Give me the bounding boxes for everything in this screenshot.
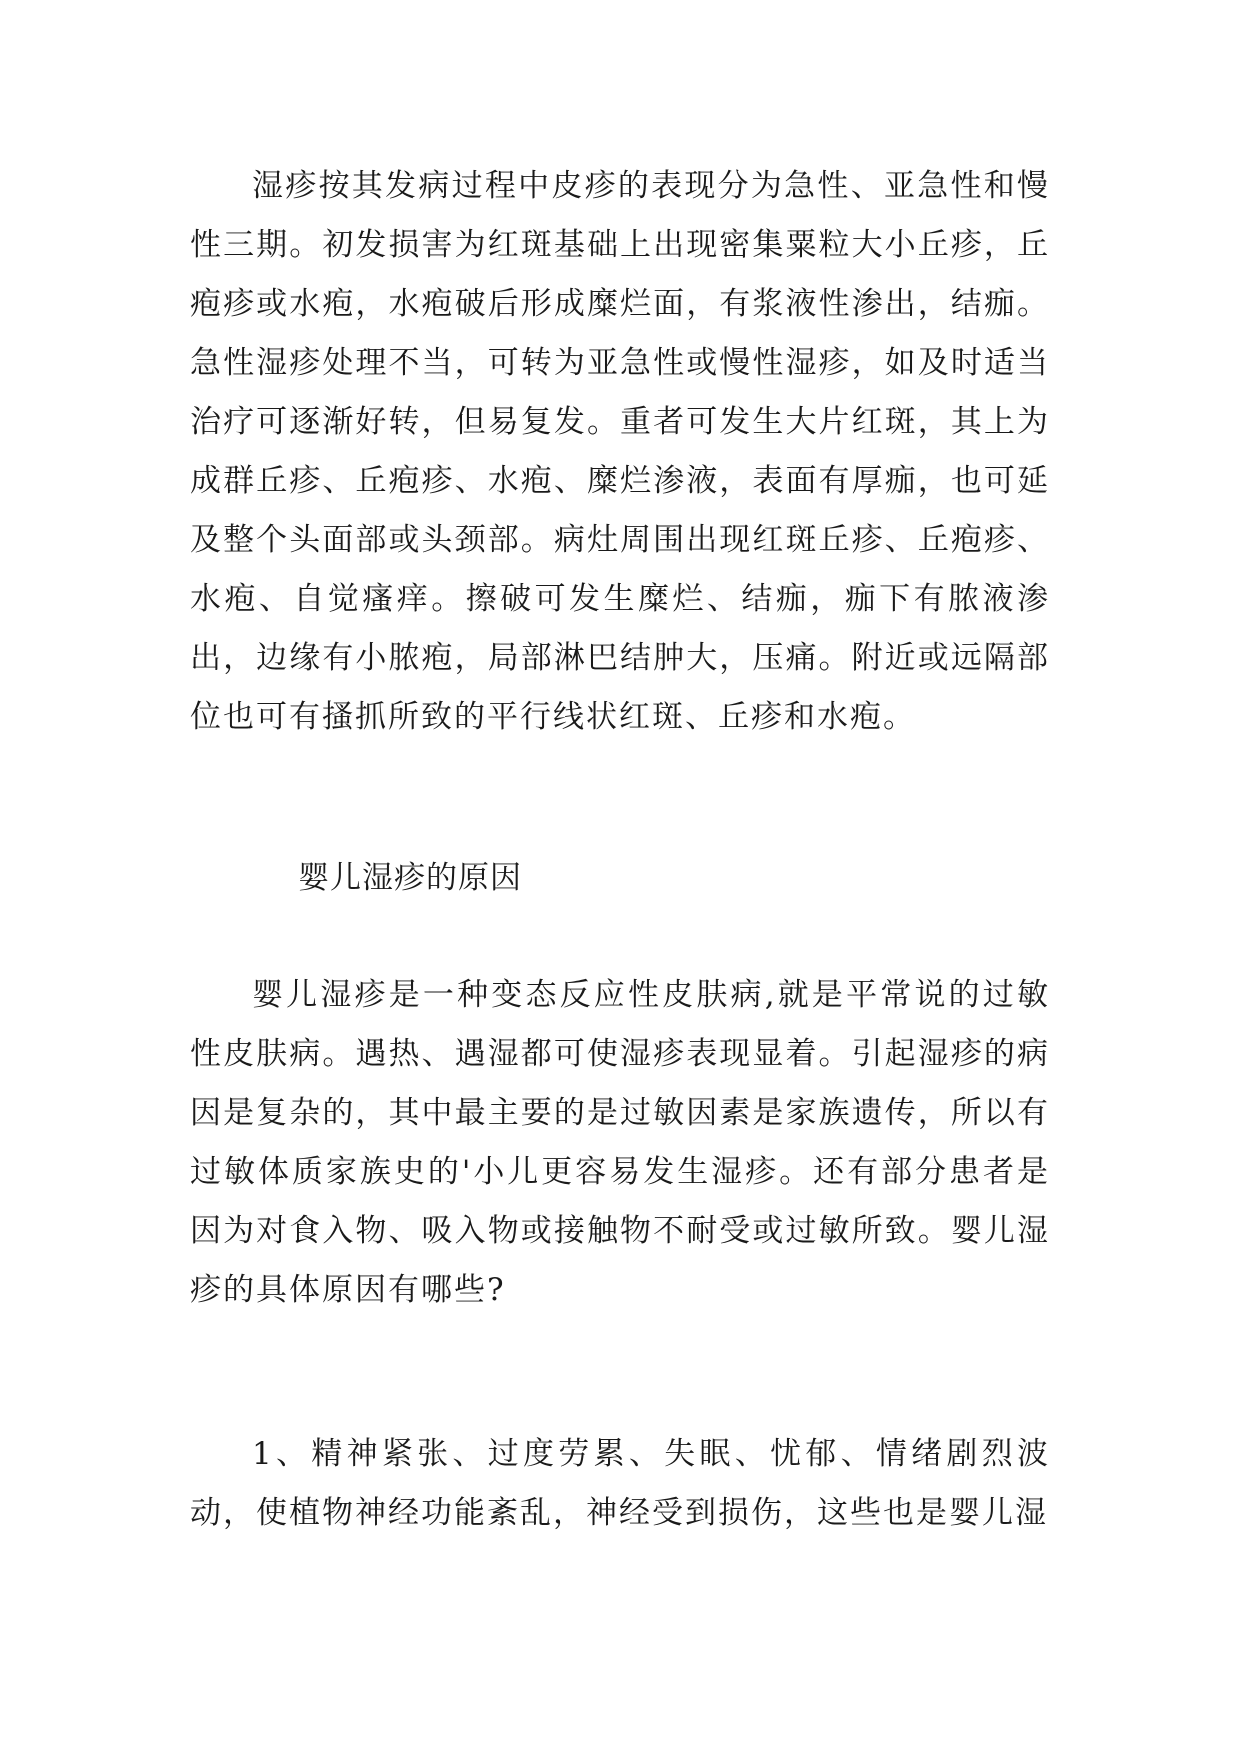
paragraph-infant-eczema-causes: 婴儿湿疹是一种变态反应性皮肤病,就是平常说的过敏性皮肤病。遇热、遇湿都可使湿疹表现显着。引起湿疹的病因是复杂的，其中最主要的是过敏因素是家族遗传，所以有过敏体质家族史的'小儿更容易发生湿疹。还有部分患者是因为对食入物、吸入物或接触物不耐受或过敏所致。婴儿湿疹的具体原因有哪些? <box>190 977 1050 1308</box>
section-heading: 婴儿湿疹的原因 <box>298 860 522 896</box>
paragraph-cause-item-1: 1、精神紧张、过度劳累、失眠、忧郁、情绪剧烈波动，使植物神经功能紊乱，神经受到损伤，这些也是婴儿湿 <box>190 1436 1050 1531</box>
paragraph-eczema-stages: 湿疹按其发病过程中皮疹的表现分为急性、亚急性和慢性三期。初发损害为红斑基础上出现密集粟粒大小丘疹，丘疱疹或水疱，水疱破后形成糜烂面，有浆液性渗出，结痂。急性湿疹处理不当，可转为亚急性或慢性湿疹，如及时适当治疗可逐渐好转，但易复发。重者可发生大片红斑，其上为成群丘疹、丘疱疹、水疱、糜烂渗液，表面有厚痂，也可延及整个头面部或头颈部。病灶周围出现红斑丘疹、丘疱疹、水疱、自觉瘙痒。擦破可发生糜烂、结痂，痂下有脓液渗出，边缘有小脓疱，局部淋巴结肿大，压痛。附近或远隔部位也可有搔抓所致的平行线状红斑、丘疹和水疱。 <box>190 168 1050 735</box>
